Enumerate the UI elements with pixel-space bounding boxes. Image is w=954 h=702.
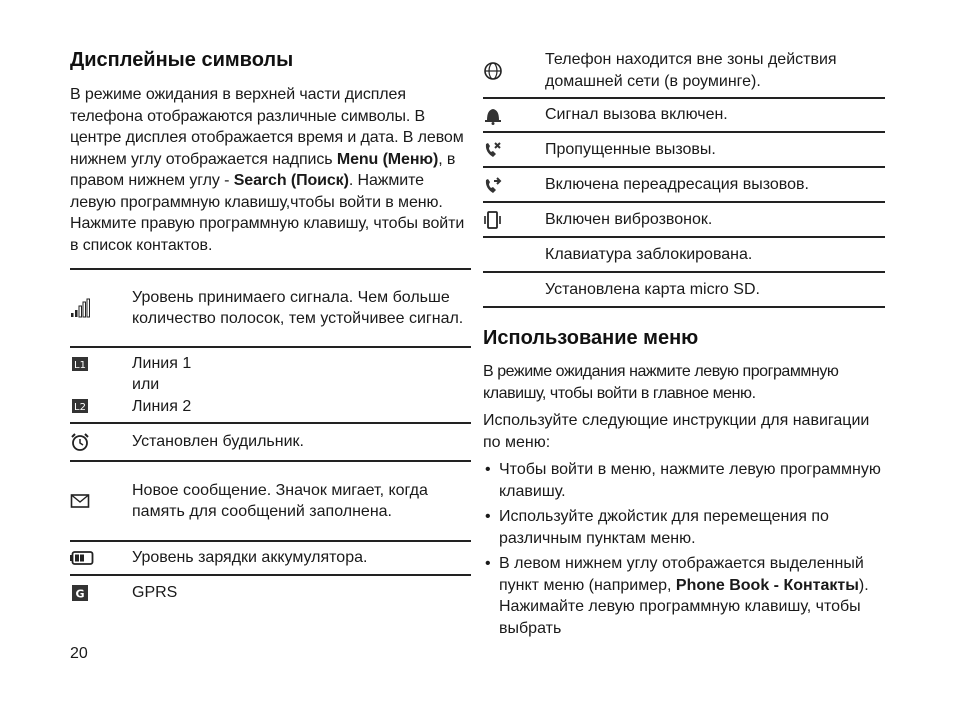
envelope-icon <box>70 491 90 511</box>
line-2-icon <box>70 396 90 416</box>
signal-strength-icon <box>70 298 90 318</box>
bullet-mark: • <box>485 555 491 572</box>
bold-text: Search (Поиск) <box>233 172 349 189</box>
symbol-row-keypad-lock <box>483 237 885 272</box>
alarm-clock-icon <box>70 432 90 452</box>
symbol-desc: Пропущенные вызовы. <box>545 140 716 158</box>
text-run: . Нажмите левую программную клавишу,чтобы войти в меню. Нажмите правую программную клавишу, чтобы войти в список контактов. <box>70 172 465 254</box>
call-forward-icon <box>483 175 503 195</box>
symbol-row-message <box>70 461 471 541</box>
bullet-mark: • <box>485 461 491 478</box>
svg-text:L2: L2 <box>74 402 86 413</box>
symbol-row-microsd <box>483 272 885 307</box>
text-run: В режиме ожидания в верхней части дисплея телефона отображаются различные символы. В центре дисплея отображается время и дата. В левом нижнем углу отображается надпись <box>70 86 464 168</box>
gprs-icon <box>70 583 90 603</box>
symbol-desc: Сигнал вызова включен. <box>545 106 728 124</box>
right-column <box>483 46 885 643</box>
symbol-row-battery <box>70 541 471 575</box>
bold-text: Menu (Меню) <box>336 150 439 168</box>
symbol-desc: Установлена карта micro SD. <box>545 280 760 298</box>
display-symbols-table <box>70 268 471 609</box>
left-column <box>70 46 471 609</box>
list-item <box>483 506 885 549</box>
symbol-desc: Уровень зарядки аккумулятора. <box>132 549 368 567</box>
page-number: 20 <box>70 645 88 662</box>
symbol-row-alarm <box>70 423 471 461</box>
text-run: ). Нажимайте левую программную клавишу, чтобы выбрать <box>499 576 869 637</box>
symbol-desc: Клавиатура заблокирована. <box>545 245 753 263</box>
ringer-bell-icon <box>483 105 503 125</box>
symbol-desc: Включен виброзвонок. <box>545 210 713 228</box>
symbol-desc: Телефон находится вне зоны действия домашней сети (в роуминге). <box>545 51 837 90</box>
text-run: Используйте джойстик для перемещения по различным пунктам меню. <box>499 508 829 547</box>
status-symbols-table <box>483 44 885 308</box>
line-1-icon <box>70 354 90 374</box>
list-item <box>483 459 885 502</box>
symbol-row-signal <box>70 269 471 347</box>
symbol-desc: Установлен будильник. <box>132 433 304 451</box>
text-run: , в правом нижнем углу - <box>70 150 456 189</box>
battery-icon <box>70 548 94 568</box>
symbol-desc: Новое сообщение. Значок мигает, когда память для сообщений заполнена. <box>132 481 428 520</box>
symbol-row-forward <box>483 167 885 202</box>
symbol-desc: Уровень принимаего сигнала. Чем больше количество полосок, тем устойчивее сигнал. <box>132 288 464 327</box>
bold-text: Phone Book - Контакты <box>675 576 859 594</box>
symbol-row-gprs <box>70 575 471 609</box>
roaming-globe-icon <box>483 61 503 81</box>
symbol-desc: GPRS <box>132 583 178 601</box>
svg-text:G: G <box>75 587 85 601</box>
symbol-desc: Включена переадресация вызовов. <box>545 175 809 193</box>
line-1-label: Линия 1 <box>132 354 192 372</box>
list-item <box>483 553 885 639</box>
svg-text:L1: L1 <box>74 360 86 371</box>
menu-usage-para2: Используйте следующие инструкции для навигации по меню: <box>483 412 870 451</box>
line-2-label: Линия 2 <box>132 397 192 415</box>
menu-usage-heading: Использование меню <box>483 327 699 349</box>
symbol-row-ringer <box>483 98 885 132</box>
symbol-row-roaming <box>483 44 885 98</box>
menu-usage-para1: В режиме ожидания нажмите левую программную клавишу, чтобы войти в главное меню. <box>483 363 839 402</box>
or-label: или <box>132 376 160 394</box>
symbol-row-missed <box>483 132 885 167</box>
vibrate-icon <box>483 210 503 230</box>
symbol-row-line <box>70 347 471 423</box>
text-run: Чтобы войти в меню, нажмите левую программную клавишу. <box>499 461 881 500</box>
display-symbols-intro <box>70 84 471 256</box>
symbol-row-vibrate <box>483 202 885 237</box>
text-run: В левом нижнем углу отображается выделенный пункт меню (например, <box>499 555 864 594</box>
bullet-mark: • <box>485 508 491 525</box>
display-symbols-heading: Дисплейные символы <box>70 49 294 71</box>
missed-call-icon <box>483 140 503 160</box>
menu-usage-bullets <box>483 459 885 639</box>
